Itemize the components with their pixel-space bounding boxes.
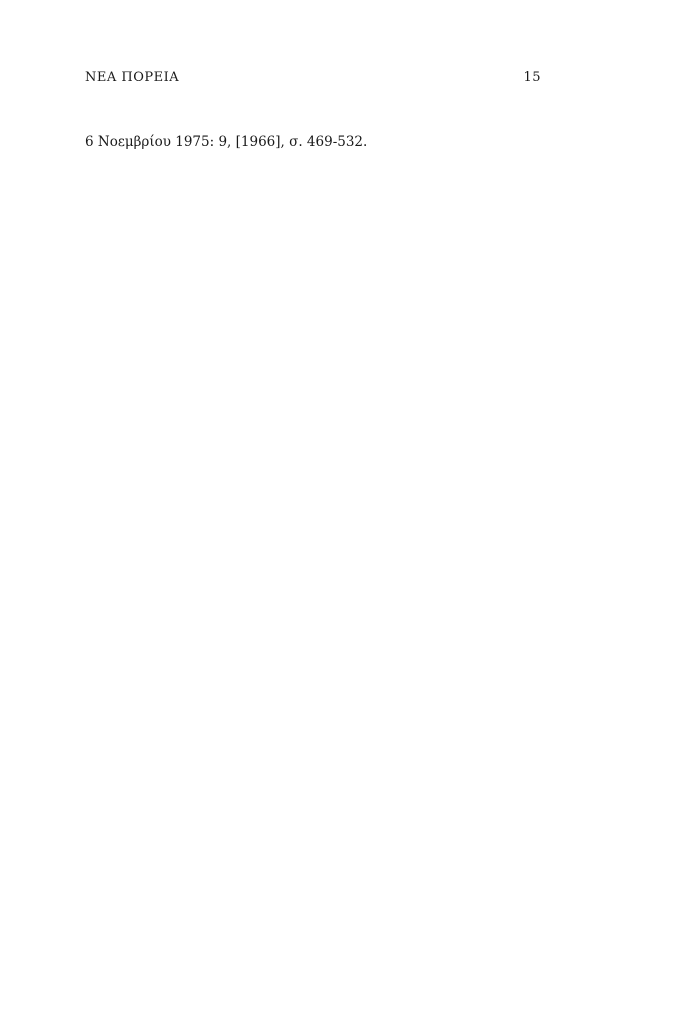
section-gap: [85, 103, 541, 131]
page-number: 15: [523, 70, 541, 85]
running-header: [85, 70, 541, 85]
entry-volume: 9,: [218, 134, 232, 150]
entry-date: 6 Νοεμβρίου 1975:: [85, 134, 215, 150]
running-title: ΝΕΑ ΠΟΡΕΙΑ: [85, 70, 180, 85]
entry-pages: σ. 469-532.: [289, 134, 368, 150]
entry-heading: [85, 131, 541, 154]
entry-year: [1966],: [235, 134, 285, 150]
page-body: [85, 103, 541, 154]
